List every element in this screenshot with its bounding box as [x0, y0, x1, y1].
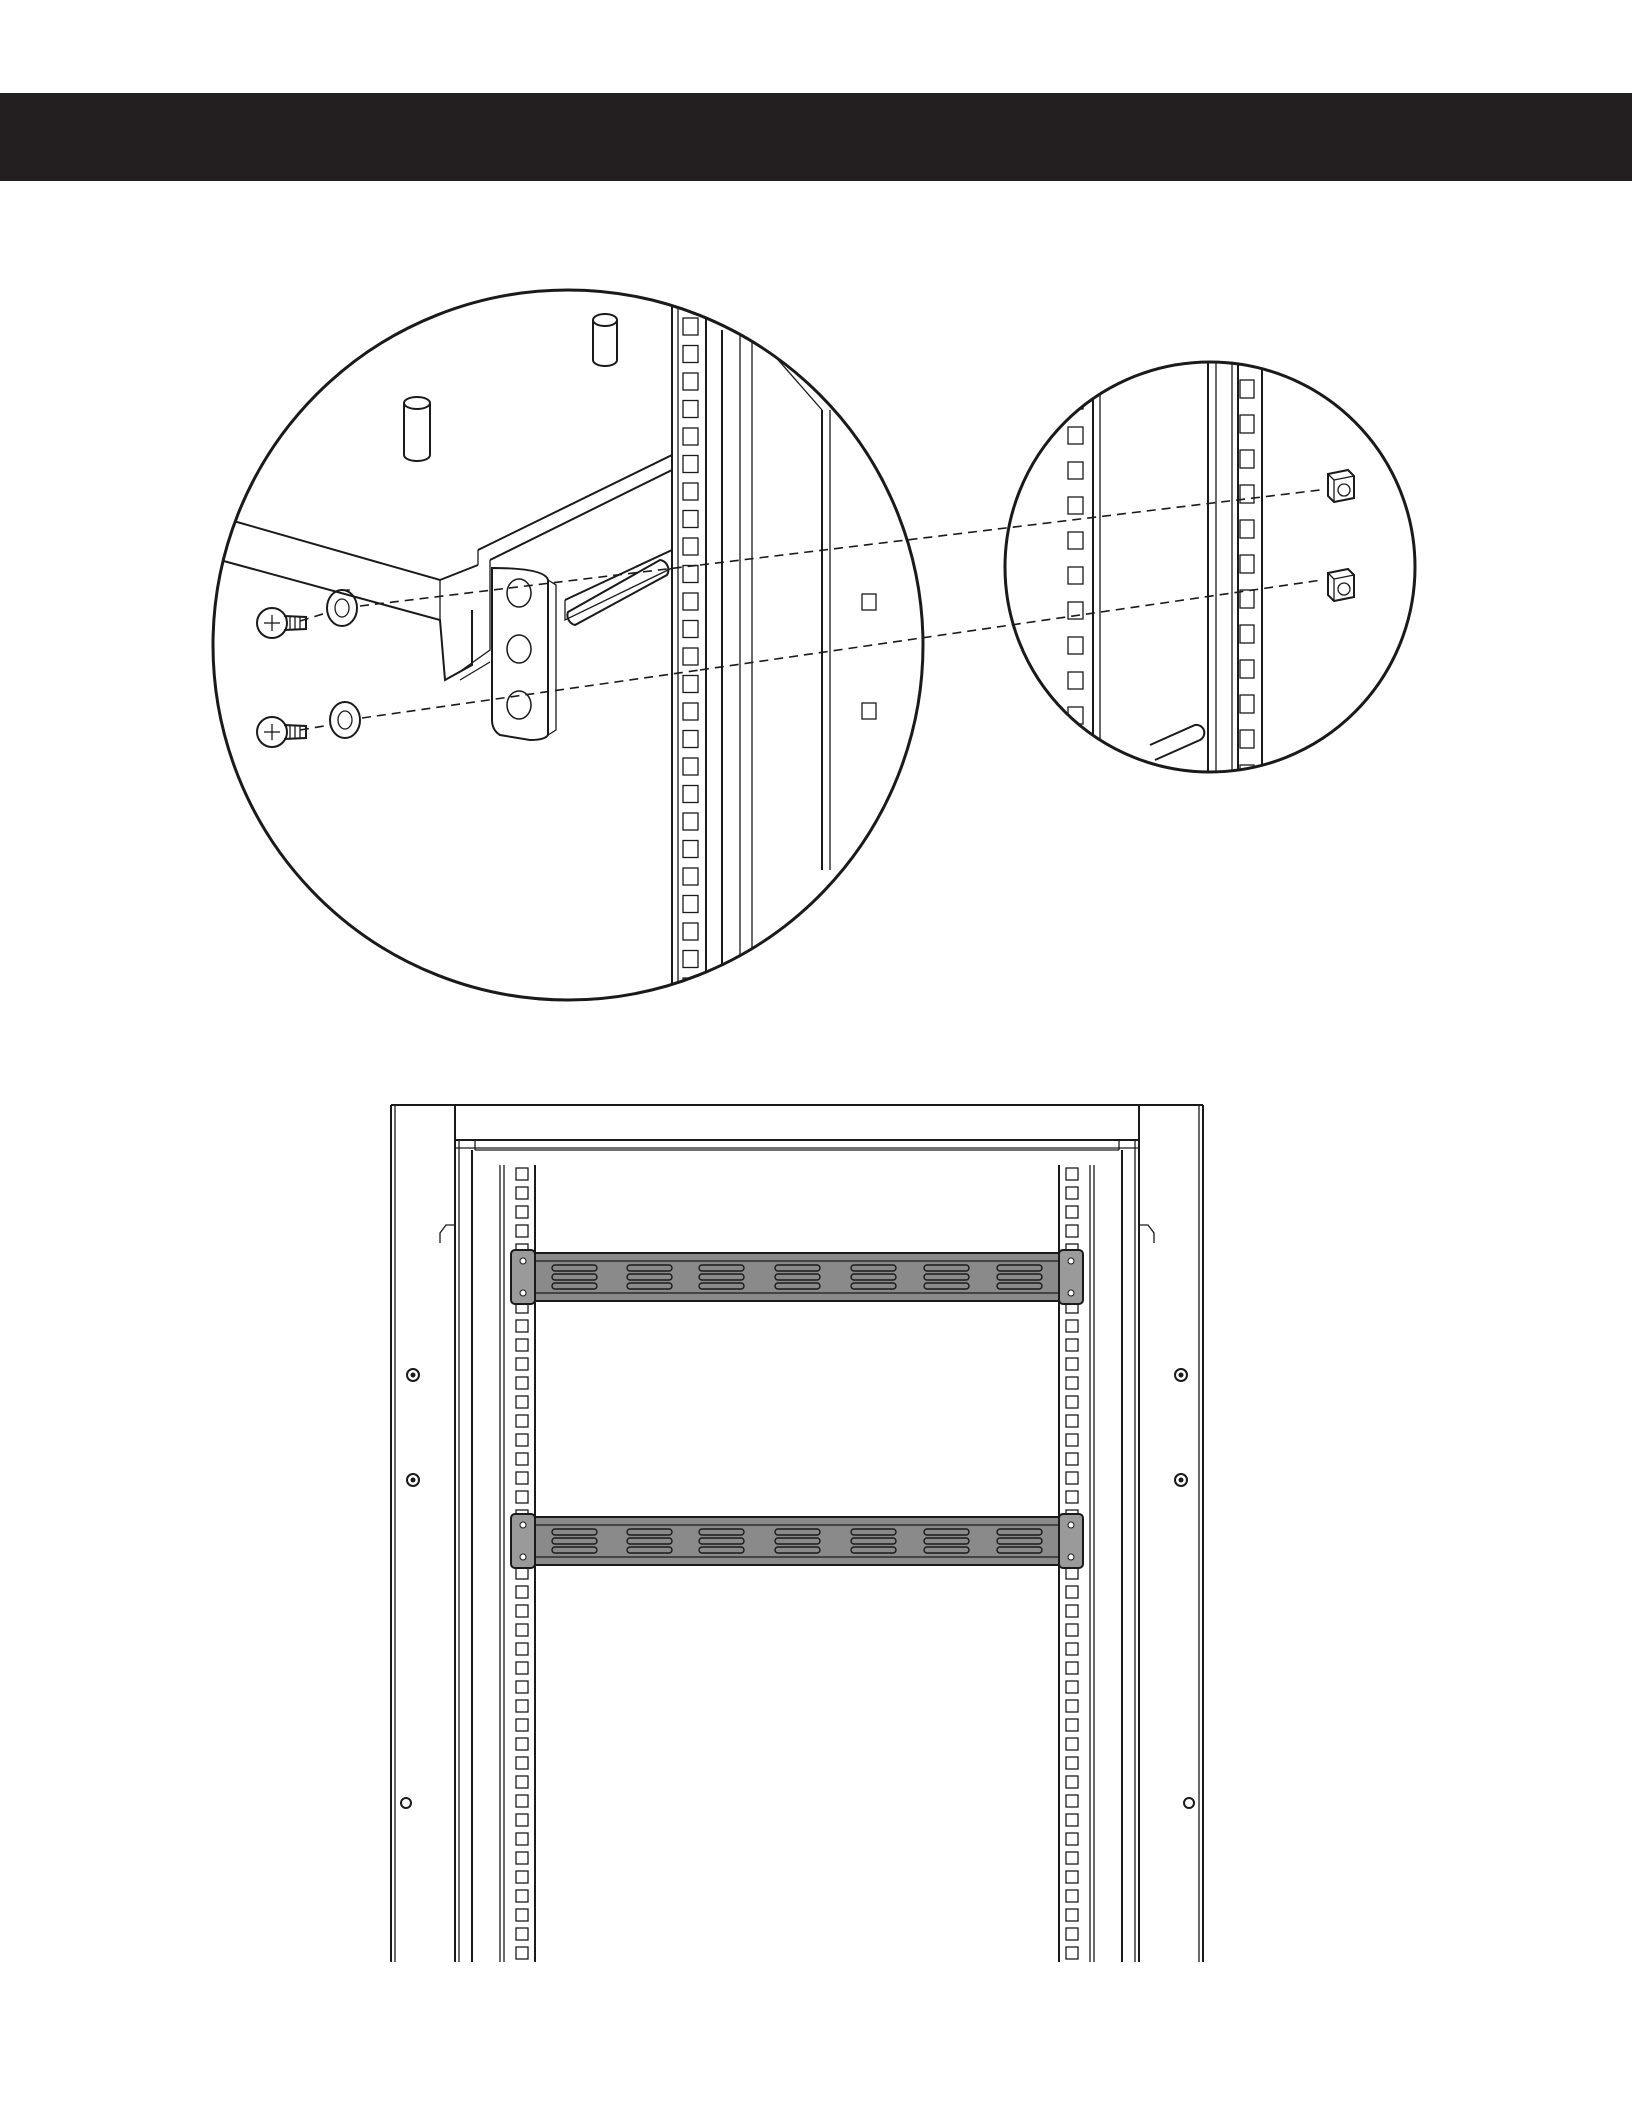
post-hole: [516, 1909, 528, 1921]
post-hole: [516, 1833, 528, 1845]
post-hole: [1066, 1187, 1078, 1199]
vent-slot: [699, 1547, 744, 1553]
post-hole: [516, 1377, 528, 1389]
post-hole: [516, 1491, 528, 1503]
shelf: [511, 1250, 1083, 1304]
post-hole: [1066, 1852, 1078, 1864]
rail-hole: [683, 511, 698, 528]
rail-hole: [1068, 777, 1083, 794]
vent-slot: [699, 1265, 744, 1271]
rack-rail-detail: [220, 280, 876, 1000]
post-hole: [516, 1776, 528, 1788]
rail-hole: [683, 428, 698, 445]
post-hole: [1066, 1643, 1078, 1655]
rail-hole: [683, 456, 698, 473]
rail-hole: [1068, 567, 1083, 584]
post-hole: [1066, 1757, 1078, 1769]
post-hole: [516, 1681, 528, 1693]
vent-slot: [997, 1265, 1042, 1271]
vent-slot: [851, 1274, 896, 1280]
post-hole: [1066, 1738, 1078, 1750]
rail-hole: [683, 483, 698, 500]
post-hole: [1066, 1396, 1078, 1408]
rail-holes: [1068, 380, 1254, 794]
post-hole: [1066, 1472, 1078, 1484]
rail-hole: [683, 648, 698, 665]
rail-hole: [683, 841, 698, 858]
post-hole: [516, 1320, 528, 1332]
post-hole: [1066, 1814, 1078, 1826]
rail-hole: [1068, 427, 1083, 444]
post-hole: [516, 1928, 528, 1940]
post-hole: [1066, 1776, 1078, 1788]
vent-slot: [552, 1283, 597, 1289]
rail-hole: [683, 923, 698, 940]
post-hole: [1066, 1225, 1078, 1237]
post-hole: [516, 1795, 528, 1807]
vent-slot: [924, 1265, 969, 1271]
vent-slot: [775, 1538, 820, 1544]
alignment-pin: [593, 314, 617, 366]
detail-circle-border: [1005, 362, 1415, 772]
rail-hole: [683, 401, 698, 418]
post-hole: [1066, 1662, 1078, 1674]
rail-hole: [1240, 625, 1254, 643]
vent-slot: [552, 1529, 597, 1535]
rail-hole: [1068, 532, 1083, 549]
vent-slot: [699, 1283, 744, 1289]
post-hole: [516, 1947, 528, 1959]
rail-hole: [683, 373, 698, 390]
shelf: [511, 1514, 1083, 1568]
rail-hole: [1240, 380, 1254, 398]
post-hole: [1066, 1415, 1078, 1427]
post-hole: [516, 1453, 528, 1465]
post-hole: [516, 1871, 528, 1883]
vent-slot: [775, 1529, 820, 1535]
post-hole: [516, 1624, 528, 1636]
vent-slot: [924, 1274, 969, 1280]
vent-slot: [924, 1538, 969, 1544]
rail-hole: [683, 703, 698, 720]
rail-hole: [683, 896, 698, 913]
rail-hole: [683, 758, 698, 775]
post-hole: [1066, 1624, 1078, 1636]
post-hole: [1066, 1947, 1078, 1959]
post-hole: [1066, 1605, 1078, 1617]
screw-icon: [257, 608, 306, 638]
vent-slot: [851, 1529, 896, 1535]
rail-hole: [1240, 485, 1254, 503]
rail-hole: [683, 868, 698, 885]
post-hole: [516, 1358, 528, 1370]
post-hole: [1066, 1890, 1078, 1902]
vent-slot: [627, 1529, 672, 1535]
vent-slot: [851, 1547, 896, 1553]
rail-hole: [683, 621, 698, 638]
vent-slot: [924, 1283, 969, 1289]
post-hole: [1066, 1434, 1078, 1446]
post-hole: [516, 1643, 528, 1655]
post-hole: [516, 1415, 528, 1427]
post-hole: [516, 1605, 528, 1617]
rail-hole: [683, 676, 698, 693]
vent-slot: [851, 1538, 896, 1544]
bracket-hole: [507, 635, 531, 663]
vent-slot: [627, 1538, 672, 1544]
rail-hole: [1240, 450, 1254, 468]
cage-nut-icon: [1328, 569, 1354, 601]
post-hole: [516, 1396, 528, 1408]
post-hole: [1066, 1358, 1078, 1370]
post-hole: [516, 1814, 528, 1826]
rail-hole: [1240, 730, 1254, 748]
square-hole: [862, 703, 876, 719]
vent-slot: [997, 1529, 1042, 1535]
post-hole: [1066, 1168, 1078, 1180]
rail-bracket: [492, 568, 556, 740]
vent-slot: [627, 1283, 672, 1289]
post-hole: [516, 1662, 528, 1674]
post-hole: [1066, 1928, 1078, 1940]
vent-slot: [552, 1547, 597, 1553]
vent-slot: [627, 1265, 672, 1271]
frame-screw: [1184, 1798, 1194, 1808]
post-hole: [516, 1719, 528, 1731]
vent-slot: [997, 1274, 1042, 1280]
alignment-pin: [404, 397, 430, 461]
post-hole: [1066, 1453, 1078, 1465]
post-hole: [1066, 1491, 1078, 1503]
detail-circle-border: [213, 290, 923, 1000]
vent-slot: [699, 1529, 744, 1535]
post-hole: [516, 1852, 528, 1864]
screw-icon: [257, 717, 306, 747]
post-hole: [1066, 1681, 1078, 1693]
vent-slot: [699, 1274, 744, 1280]
rail-hole: [1068, 497, 1083, 514]
rail-holes: [683, 318, 698, 995]
vent-slot: [699, 1538, 744, 1544]
vent-slot: [775, 1283, 820, 1289]
rail-hole: [1068, 637, 1083, 654]
vent-slot: [997, 1547, 1042, 1553]
post-hole: [1066, 1795, 1078, 1807]
rail-hole: [1068, 672, 1083, 689]
rail-hole: [1068, 742, 1083, 759]
washer-icon: [330, 702, 360, 738]
vent-slot: [851, 1283, 896, 1289]
rail-hole: [683, 593, 698, 610]
post-hole: [516, 1434, 528, 1446]
frame-screw: [401, 1798, 411, 1808]
post-hole: [516, 1168, 528, 1180]
post-hole: [1066, 1320, 1078, 1332]
vent-slot: [997, 1538, 1042, 1544]
slide-rail: [478, 455, 672, 625]
vent-slot: [552, 1538, 597, 1544]
rail-hole: [683, 951, 698, 968]
post-hole: [516, 1586, 528, 1598]
post-hole: [1066, 1719, 1078, 1731]
washer-icon: [327, 590, 357, 626]
vent-slot: [851, 1265, 896, 1271]
vent-slot: [924, 1547, 969, 1553]
post-hole: [516, 1700, 528, 1712]
vent-slot: [924, 1529, 969, 1535]
rail-hole: [1240, 590, 1254, 608]
rail-hole: [683, 731, 698, 748]
post-hole: [516, 1890, 528, 1902]
rail-hole: [1240, 660, 1254, 678]
post-hole: [516, 1187, 528, 1199]
post-hole: [516, 1225, 528, 1237]
detail-circle-left: [213, 280, 923, 1000]
rail-hole: [683, 318, 698, 335]
rail-hole: [683, 538, 698, 555]
post-hole: [1066, 1206, 1078, 1218]
rail-hole: [1240, 520, 1254, 538]
post-hole: [516, 1339, 528, 1351]
bracket-hole: [507, 579, 531, 607]
square-hole: [862, 594, 876, 610]
vent-slot: [775, 1547, 820, 1553]
vent-slot: [627, 1547, 672, 1553]
vent-slot: [627, 1274, 672, 1280]
vent-slot: [552, 1265, 597, 1271]
rail-hole: [1240, 555, 1254, 573]
post-hole: [1066, 1700, 1078, 1712]
post-hole: [1066, 1586, 1078, 1598]
post-hole: [516, 1757, 528, 1769]
vent-slot: [775, 1265, 820, 1271]
rack-post-detail: [1068, 360, 1262, 794]
post-hole: [1066, 1871, 1078, 1883]
cage-nut-icon: [1328, 470, 1354, 502]
vent-slot: [775, 1274, 820, 1280]
vent-slot: [552, 1274, 597, 1280]
rail-hole: [1240, 415, 1254, 433]
rail-hole: [683, 813, 698, 830]
rail-hole: [1068, 462, 1083, 479]
post-hole: [1066, 1833, 1078, 1845]
post-hole: [1066, 1377, 1078, 1389]
rail-hole: [683, 346, 698, 363]
post-hole: [1066, 1339, 1078, 1351]
rail-hole: [1240, 695, 1254, 713]
post-hole: [516, 1472, 528, 1484]
vent-slot: [997, 1283, 1042, 1289]
rail-hole: [683, 786, 698, 803]
post-hole: [516, 1738, 528, 1750]
rail-hole: [683, 566, 698, 583]
post-hole: [516, 1206, 528, 1218]
post-hole: [1066, 1909, 1078, 1921]
